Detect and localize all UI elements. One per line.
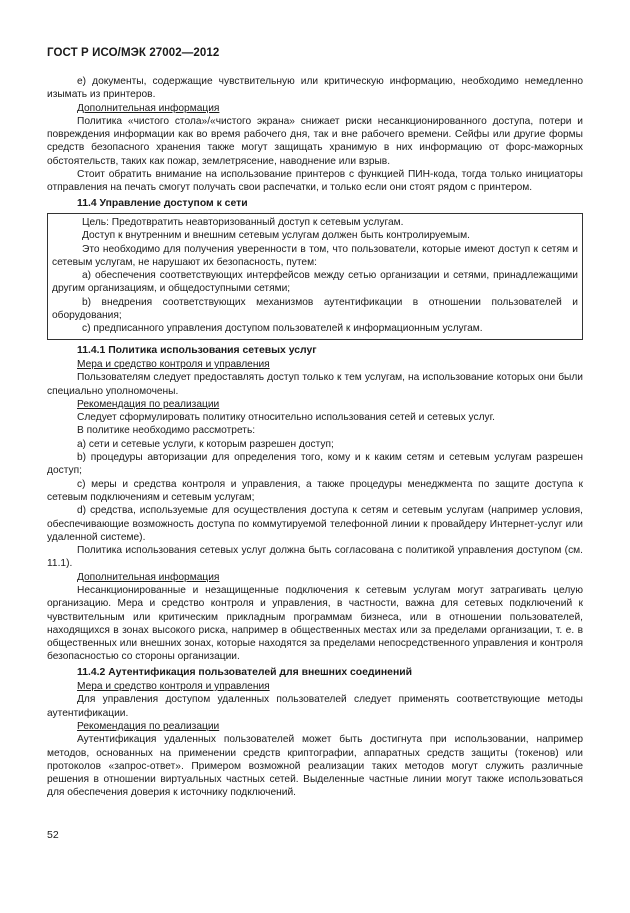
paragraph: Для управления доступом удаленных пользователей следует применять соответствующие методы аутентификации. bbox=[47, 694, 583, 719]
subsection-label: Рекомендация по реализации bbox=[77, 720, 220, 732]
paragraph: d) средства, используемые для осуществления доступа к сетям и сетевым услугам (например условия, обеспечивающие возможность доступа по коммутируемой телефонной линии к провайдеру Интернет-услуг или удаленной системе). bbox=[47, 505, 583, 543]
document-header: ГОСТ Р ИСО/МЭК 27002—2012 bbox=[47, 47, 220, 59]
paragraph: Политика «чистого стола»/«чистого экрана» снижает риски несанкционированного доступа, потери и повреждения информации как во время рабочего дня, так и вне рабочего времени. Сейфы или другие формы средств безопасного хранения также могут защищать хранимую в них информацию от форс-мажорных обстоятельств, таких как пожар, землетрясение, наводнение или взрыв. bbox=[47, 115, 583, 167]
paragraph: Аутентификация удаленных пользователей может быть достигнута при использовании, например методов, основанных на применении средств криптографии, аппаратных средств защиты (токенов) или протоколов «запрос-ответ». Примером возможной реализации таких методов могут служить различные решения в отношении виртуальных частных сетей. Выделенные частные линии могут также использоваться для обеспечения доверия к источнику подключений. bbox=[47, 734, 583, 799]
subsection-label: Дополнительная информация bbox=[77, 102, 220, 114]
paragraph: Несанкционированные и незащищенные подключения к сетевым услугам могут затрагивать целую организацию. Мера и средство контроля и управления, в частности, важна для сетевых подключений к чувствительным или критическим прикладным программам бизнеса, или в отношении пользователей, находящихся в зонах высокого риска, например в общественных местах или за пределами организации, т. е. в общественных или внешних зонах, которые находятся за пределами непосредственного управления и контроля безопасностью со стороны организации. bbox=[47, 584, 583, 663]
box-paragraph: Это необходимо для получения уверенности в том, что пользователи, которые имеют доступ к сетям и сетевым услугам, не нарушают их безопасность, путем: bbox=[52, 243, 578, 268]
paragraph: b) процедуры авторизации для определения того, кому и к каким сетям и сетевым услугам разрешен доступ; bbox=[47, 452, 583, 477]
box-paragraph: с) предписанного управления доступом пользователей к информационным услугам. bbox=[82, 323, 483, 335]
document-body bbox=[47, 75, 583, 800]
box-paragraph: b) внедрения соответствующих механизмов аутентификации в отношении пользователей и оборудования; bbox=[52, 296, 578, 322]
box-paragraph: Доступ к внутренним и внешним сетевым услугам должен быть контролируемым. bbox=[82, 230, 470, 242]
section-heading: 11.4.2 Аутентификация пользователей для внешних соединений bbox=[77, 666, 413, 678]
section-heading: 11.4.1 Политика использования сетевых услуг bbox=[77, 344, 317, 356]
subsection-label: Дополнительная информация bbox=[77, 571, 220, 583]
paragraph: Пользователям следует предоставлять доступ только к тем услугам, на использование которых они были специально уполномочены. bbox=[47, 372, 583, 397]
box-paragraph: Цель: Предотвратить неавторизованный доступ к сетевым услугам. bbox=[82, 216, 404, 228]
subsection-label: Мера и средство контроля и управления bbox=[77, 681, 270, 693]
paragraph: В политике необходимо рассмотреть: bbox=[77, 425, 256, 437]
section-heading: 11.4 Управление доступом к сети bbox=[77, 197, 248, 209]
paragraph: е) документы, содержащие чувствительную или критическую информацию, необходимо немедленно изымать из принтеров. bbox=[47, 76, 583, 101]
page-number: 52 bbox=[47, 829, 59, 841]
paragraph: Следует сформулировать политику относительно использования сетей и сетевых услуг. bbox=[77, 412, 495, 424]
paragraph: Стоит обратить внимание на использование принтеров с функцией ПИН-кода, тогда только инициаторы отправления на печать смогут получать свои распечатки, и только если они стоят рядом с принтером. bbox=[47, 169, 583, 194]
subsection-label: Рекомендация по реализации bbox=[77, 398, 220, 410]
paragraph: Политика использования сетевых услуг должна быть согласована с политикой управления доступом (см. 11.1). bbox=[47, 545, 583, 570]
paragraph: а) сети и сетевые услуги, к которым разрешен доступ; bbox=[77, 438, 334, 450]
subsection-label: Мера и средство контроля и управления bbox=[77, 358, 270, 370]
paragraph: с) меры и средства контроля и управления, а также процедуры менеджмента по защите доступа к сетевым подключениям и сетевым услугам; bbox=[47, 478, 583, 503]
objective-box bbox=[47, 213, 583, 340]
box-paragraph: а) обеспечения соответствующих интерфейсов между сетью организации и сетями, принадлежащими другим организациям, и общедоступными сетями; bbox=[52, 270, 578, 295]
